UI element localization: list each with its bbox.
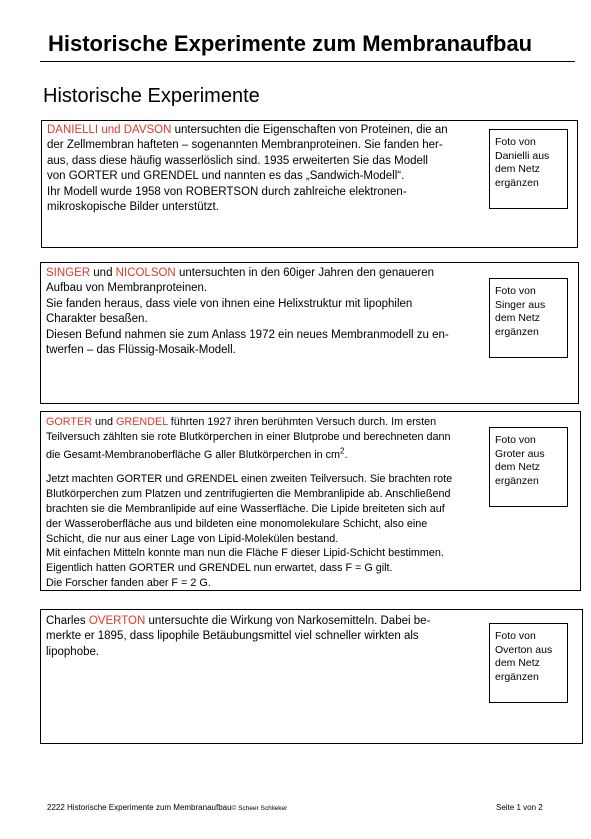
scientist-name: SINGER [46,267,91,279]
photo-placeholder-gorter: Foto von Groter aus dem Netz ergänzen [489,427,568,507]
text-line: von GORTER und GRENDEL und nannten es das „Sandwich-Modell“. [47,170,405,183]
text-line: GORTER und GRENDEL führten 1927 ihren berühmten Versuch durch. Im ersten [46,416,437,428]
scientist-name: GORTER [46,416,92,428]
text-line: twerfen – das Flüssig-Mosaik-Modell. [46,344,236,357]
page-title: Historische Experimente zum Membranaufbau [48,31,533,56]
text-line: DANIELLI und DAVSON untersuchten die Eigenschaften von Proteinen, die an [47,124,448,136]
text-line: Charakter besaßen. [46,313,148,326]
section-gorter-text [46,415,452,591]
section-overton-text [46,614,430,660]
photo-placeholder-singer: Foto von Singer aus dem Netz ergänzen [489,278,568,358]
text-line: Mit einfachen Mitteln konnte man nun die Fläche F dieser Lipid-Schicht bestimmen. [46,547,444,560]
text-line: mikroskopische Bilder unterstützt. [47,201,219,214]
footer-copyright: © Scheer Schlieker [231,805,288,812]
text-line: Sie fanden heraus, dass viele von ihnen eine Helixstruktur mit lipophilen [46,297,413,310]
text-line: Blutkörperchen zum Platzen und zentrifugierten die Membranlipide ab. Anschließend [46,488,451,501]
text-line: Charles OVERTON untersuchte die Wirkung von Narkosemitteln. Dabei be- [46,615,431,627]
scientist-name: DANIELLI und DAVSON [47,124,172,136]
scientist-name: GRENDEL [116,416,168,428]
photo-placeholder-danielli: Foto von Danielli aus dem Netz ergänzen [489,129,568,209]
text-line: der Zellmembran hafteten – sogenannten Membranproteinen. Sie fanden her- [47,139,443,152]
text-line: Ihr Modell wurde 1958 von ROBERTSON durch zahlreiche elektronen- [47,185,407,198]
footer-title: 2222 Historische Experimente zum Membranaufbau [47,803,232,812]
footer-left [47,803,287,814]
scientist-name: OVERTON [88,615,146,627]
text-line: Eigentlich hatten GORTER und GRENDEL nun erwartet, dass F = G gilt. [46,562,393,575]
text-line: der Wasseroberfläche aus und bildeten eine monomolekulare Schicht, also eine [46,517,428,530]
text-line: Diesen Befund nahmen sie zum Anlass 1972 ein neues Membranmodell zu en- [46,328,449,341]
text-line: lipophobe. [46,645,100,658]
text-line: Schicht, die nur aus einer Lage von Lipid-Molekülen bestand. [46,532,339,545]
text-line: Teilversuch zählten sie rote Blutkörperchen in einer Blutprobe und berechneten dann [46,430,451,443]
section-danielli-text [47,123,448,215]
text-line: Aufbau von Membranproteinen. [46,282,208,295]
section-singer-text [46,266,449,358]
section-heading: Historische Experimente [43,85,260,107]
text-line: brachten sie die Membranlipide auf eine Wasserfläche. Die Lipide breiteten sich auf [46,502,445,515]
text-line: Die Forscher fanden aber F = 2 G. [46,576,211,589]
scientist-name: NICOLSON [115,267,176,279]
title-divider [40,61,575,62]
photo-placeholder-overton: Foto von Overton aus dem Netz ergänzen [489,623,568,703]
text-line: SINGER und NICOLSON untersuchten in den 60iger Jahren den genaueren [46,267,435,279]
superscript: 2 [340,446,345,455]
text-line: merkte er 1895, dass lipophile Betäubungsmittel viel schneller wirkten als [46,630,419,643]
text-line: die Gesamt-Membranoberfläche G aller Blutkörperchen in $cm^2$. [46,446,348,461]
text-line: Jetzt machten GORTER und GRENDEL einen zweiten Teilversuch. Sie brachten rote [46,473,453,486]
text-line: aus, dass diese häufig wasserlöslich sind. 1935 erweiterten Sie das Modell [47,154,428,167]
footer-page-number: Seite 1 von 2 [496,803,543,812]
